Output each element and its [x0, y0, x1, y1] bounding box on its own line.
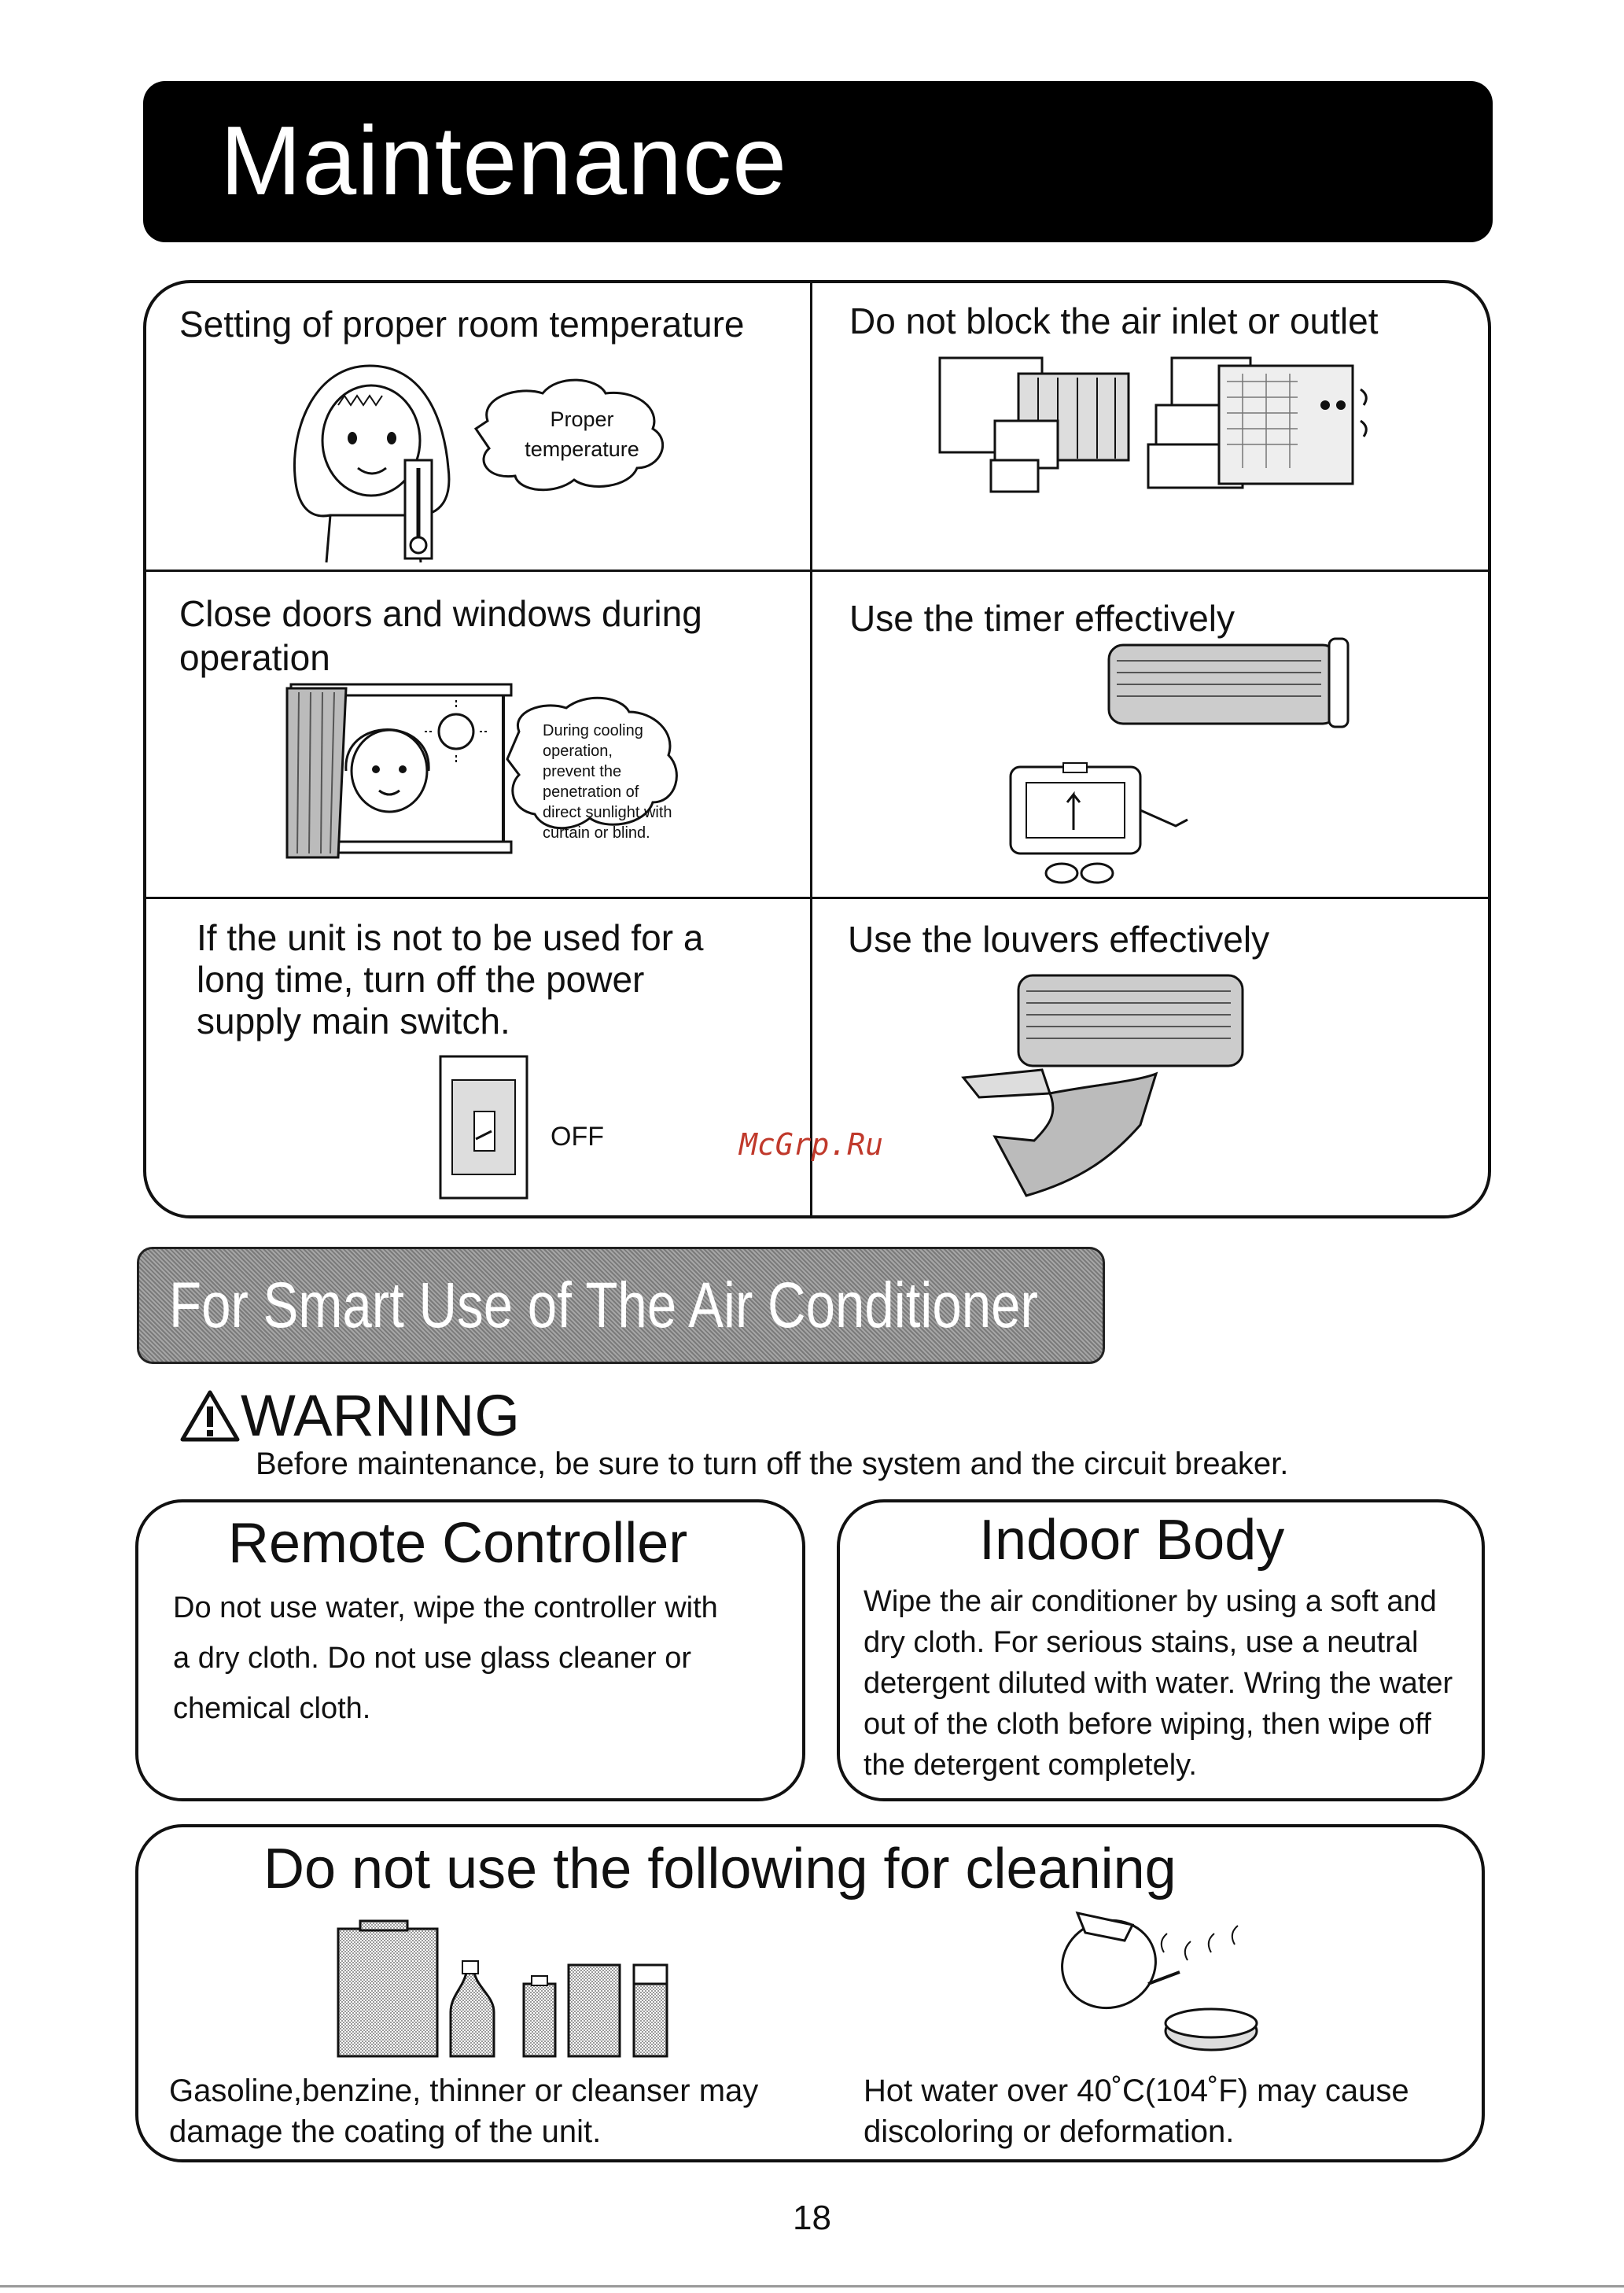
page-title: Maintenance — [220, 107, 788, 216]
bubble-sunlight — [543, 721, 700, 843]
watermark-text: McGrp.Ru — [739, 1127, 884, 1162]
panel-line: Gasoline,benzine, thinner or cleanser may — [169, 2074, 759, 2108]
cleaning-chemicals-text — [169, 2070, 758, 2152]
blocked-air-inlet-illustration — [936, 350, 1376, 500]
panel-line: detergent diluted with water. Wring the water — [864, 1667, 1453, 1700]
panel-line: out of the cloth before wiping, then wipe off — [864, 1708, 1431, 1741]
indoor-body-text — [864, 1581, 1453, 1786]
panel-line: chemical cloth. — [173, 1692, 371, 1725]
panel-line: Do not use water, wipe the controller with — [173, 1591, 718, 1624]
panel-line: Wipe the air conditioner by using a soft and — [864, 1585, 1437, 1618]
warning-triangle-icon — [179, 1389, 241, 1443]
kettle-hot-water-illustration — [1046, 1905, 1258, 2063]
tip-line: Close doors and windows during — [179, 593, 702, 634]
tip-line: long time, turn off the power — [197, 959, 645, 1000]
cleaning-title: Do not use the following for cleaning — [263, 1838, 1177, 1900]
panel-line: the detergent completely. — [864, 1749, 1197, 1782]
tip-room-temperature: Setting of proper room temperature — [179, 304, 745, 345]
bubble-line: curtain or blind. — [543, 824, 650, 842]
tip-line: If the unit is not to be used for a — [197, 917, 704, 958]
tip-louvers: Use the louvers effectively — [848, 919, 1270, 960]
tip-doors-windows — [179, 592, 702, 680]
page-number: 18 — [793, 2199, 831, 2237]
warning-heading — [179, 1381, 520, 1451]
panel-line: a dry cloth. Do not use glass cleaner or — [173, 1642, 692, 1675]
grid-divider-row-2 — [143, 897, 1491, 899]
chemical-containers-illustration — [337, 1918, 675, 2059]
bubble-proper-temperature — [519, 404, 645, 464]
bubble-line: Proper — [550, 407, 614, 431]
grid-divider-row-1 — [143, 570, 1491, 572]
tip-line: supply main switch. — [197, 1001, 510, 1041]
panel-line: Hot water over 40˚C(104˚F) may cause — [864, 2074, 1409, 2108]
smart-use-title: For Smart Use of The Air Conditioner — [169, 1270, 1038, 1341]
remote-controller-text — [173, 1583, 718, 1734]
timer-ac-illustration — [999, 629, 1353, 897]
warning-title: WARNING — [241, 1383, 520, 1448]
panel-line: dry cloth. For serious stains, use a neutral — [864, 1626, 1419, 1659]
bubble-line: temperature — [525, 437, 639, 461]
tip-line: operation — [179, 637, 330, 678]
warning-text: Before maintenance, be sure to turn off the system and the circuit breaker. — [256, 1447, 1289, 1481]
page-bottom-edge — [0, 2285, 1624, 2287]
main-switch-illustration — [436, 1052, 539, 1202]
tip-power-off — [197, 917, 703, 1042]
panel-line: damage the coating of the unit. — [169, 2114, 602, 2149]
indoor-body-title: Indoor Body — [979, 1509, 1285, 1572]
louver-ac-illustration — [963, 968, 1262, 1204]
grid-divider-vertical — [810, 280, 812, 1218]
tip-timer: Use the timer effectively — [849, 598, 1235, 639]
remote-controller-title: Remote Controller — [228, 1512, 688, 1575]
bubble-line: During cooling operation, — [543, 722, 643, 760]
cleaning-hot-water-text — [864, 2070, 1409, 2152]
switch-off-label: OFF — [551, 1122, 604, 1152]
bubble-line: prevent the penetration of — [543, 763, 639, 801]
tip-air-inlet: Do not block the air inlet or outlet — [849, 300, 1379, 341]
panel-line: discoloring or deformation. — [864, 2114, 1235, 2149]
bubble-line: direct sunlight with — [543, 804, 672, 821]
